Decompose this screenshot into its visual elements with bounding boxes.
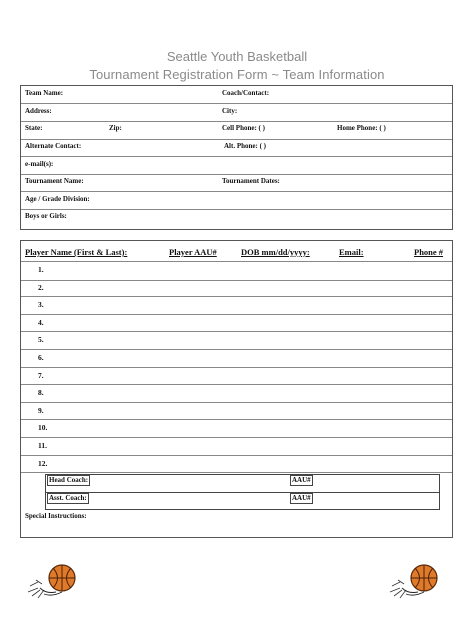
head-coach-aau-field[interactable]: AAU# <box>292 476 311 484</box>
age-grade-field[interactable]: Age / Grade Division: <box>25 195 90 203</box>
table-row[interactable] <box>21 279 452 298</box>
table-row[interactable] <box>21 349 452 368</box>
alt-phone-field[interactable]: Alt. Phone: ( ) <box>224 142 266 150</box>
alternate-contact-field[interactable]: Alternate Contact: <box>25 142 82 150</box>
table-row[interactable] <box>21 314 452 333</box>
head-coach-field[interactable]: Head Coach: <box>49 476 89 484</box>
dob-header: DOB mm/dd/yyyy: <box>241 247 310 257</box>
email-header: Email: <box>339 247 364 257</box>
zip-field[interactable]: Zip: <box>109 124 122 132</box>
home-phone-field[interactable]: Home Phone: ( ) <box>337 124 386 132</box>
table-row[interactable] <box>21 402 452 421</box>
table-row[interactable] <box>21 367 452 386</box>
player-name-header: Player Name (First & Last): <box>25 247 128 257</box>
player-aau-header: Player AAU# <box>169 247 217 257</box>
row-number: 12. <box>38 458 48 468</box>
roster-section <box>20 240 453 538</box>
row-number: 11. <box>38 441 47 450</box>
asst-coach-field[interactable]: Asst. Coach: <box>49 494 87 502</box>
city-field[interactable]: City: <box>222 107 238 115</box>
table-row[interactable] <box>21 384 452 403</box>
row-number: 9. <box>38 405 44 415</box>
table-row[interactable] <box>21 455 452 474</box>
table-row[interactable] <box>21 419 452 438</box>
basketball-icon <box>388 560 446 600</box>
tournament-dates-field[interactable]: Tournament Dates: <box>222 177 280 185</box>
row-number: 10. <box>38 423 48 433</box>
form-subtitle: Tournament Registration Form ~ Team Information <box>89 67 385 82</box>
coach-box <box>45 474 440 510</box>
row-number: 6. <box>38 353 44 362</box>
table-row[interactable] <box>21 331 452 350</box>
special-instructions-field[interactable]: Special Instructions: <box>25 512 87 520</box>
form-title: Seattle Youth Basketball <box>166 49 308 64</box>
cell-phone-field[interactable]: Cell Phone: ( ) <box>222 124 265 132</box>
row-number: 7. <box>38 370 44 380</box>
table-row[interactable] <box>21 296 452 315</box>
phone-header: Phone # <box>414 247 444 257</box>
row-number: 4. <box>38 317 44 327</box>
team-info-section <box>20 85 453 230</box>
email-field[interactable]: e-mail(s): <box>25 160 54 168</box>
team-name-field[interactable]: Team Name: <box>25 89 64 97</box>
table-row[interactable] <box>21 437 452 456</box>
asst-coach-aau-field[interactable]: AAU# <box>292 494 311 502</box>
boys-girls-field[interactable]: Boys or Girls: <box>25 212 67 220</box>
basketball-icon <box>26 560 84 600</box>
row-number: 1. <box>38 265 44 274</box>
row-number: 8. <box>38 388 44 398</box>
row-number: 5. <box>38 335 44 345</box>
tournament-name-field[interactable]: Tournament Name: <box>25 177 84 185</box>
coach-contact-field[interactable]: Coach/Contact: <box>222 89 270 97</box>
row-number: 3. <box>38 300 44 310</box>
state-field[interactable]: State: <box>25 124 43 132</box>
row-number: 2. <box>38 282 44 292</box>
address-field[interactable]: Address: <box>25 107 52 115</box>
